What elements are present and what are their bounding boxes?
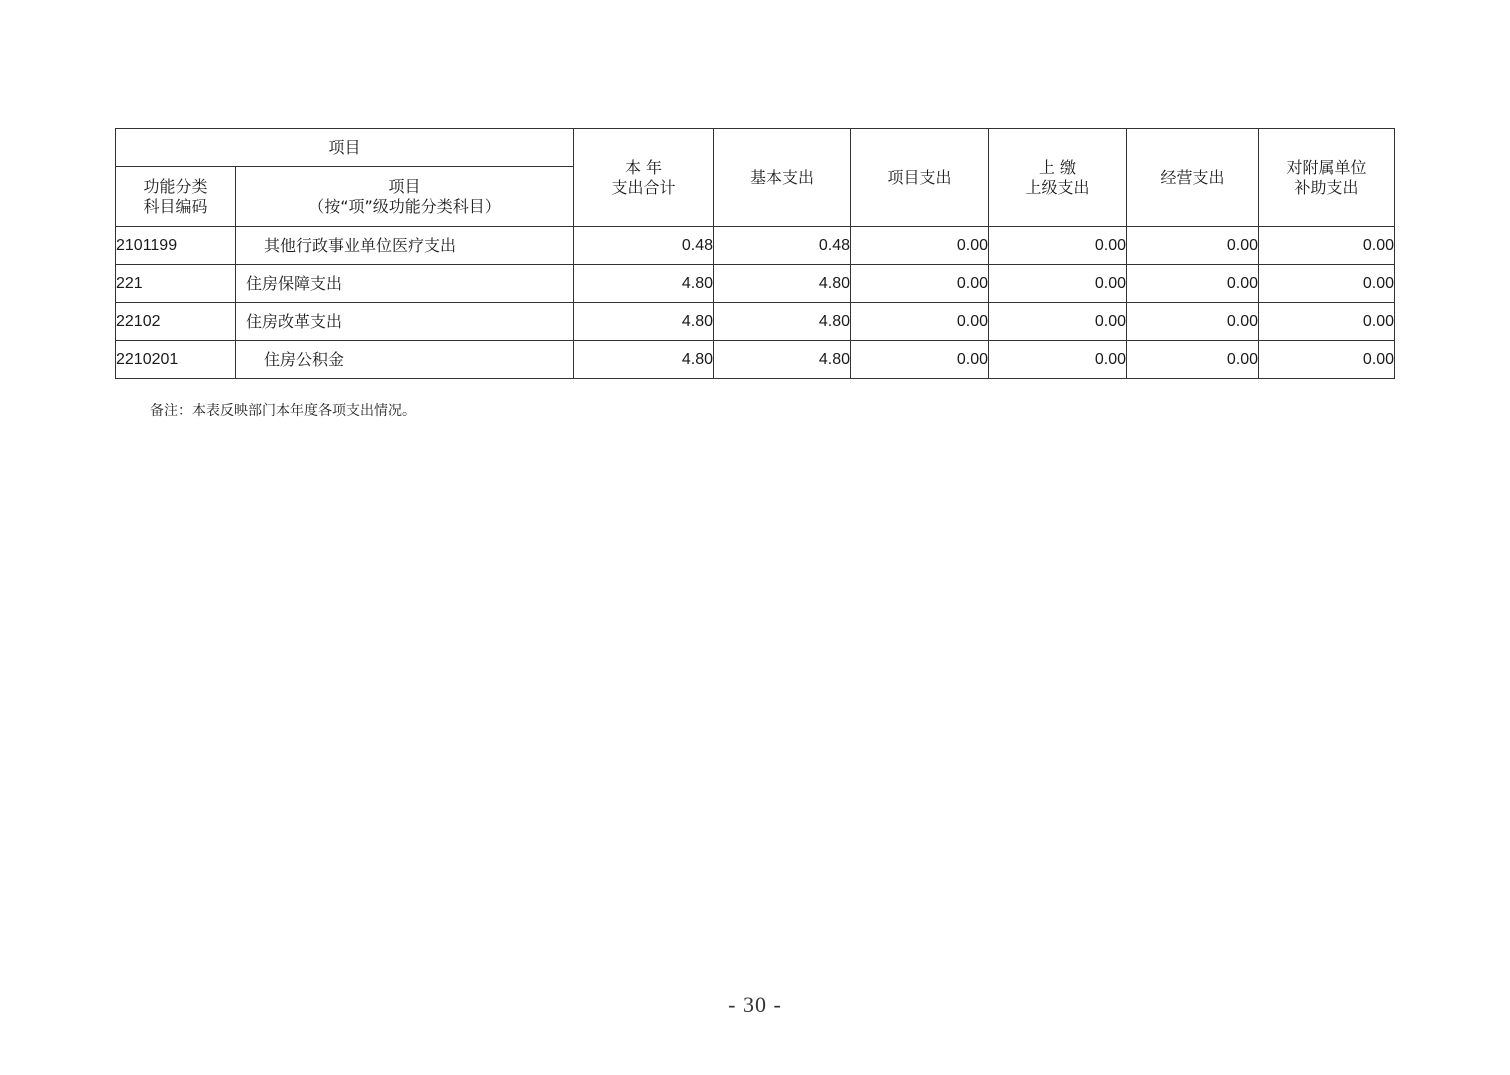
row-name: 其他行政事业单位医疗支出 bbox=[236, 227, 574, 265]
row-operate: 0.00 bbox=[1127, 303, 1259, 341]
header-code-line-2: 科目编码 bbox=[143, 196, 208, 216]
row-basic: 4.80 bbox=[714, 303, 851, 341]
header-code-line-1: 功能分类 bbox=[143, 176, 208, 196]
row-total: 4.80 bbox=[574, 265, 714, 303]
header-project: 项目支出 bbox=[851, 129, 989, 227]
row-operate: 0.00 bbox=[1127, 341, 1259, 379]
header-code bbox=[116, 167, 236, 227]
header-subsidy bbox=[1259, 129, 1395, 227]
row-total: 4.80 bbox=[574, 341, 714, 379]
header-name bbox=[236, 167, 574, 227]
row-basic: 4.80 bbox=[714, 341, 851, 379]
header-subsidy-line-2: 补助支出 bbox=[1294, 177, 1359, 197]
row-subsidy: 0.00 bbox=[1259, 341, 1395, 379]
row-upper: 0.00 bbox=[989, 265, 1127, 303]
row-subsidy: 0.00 bbox=[1259, 265, 1395, 303]
row-total: 0.48 bbox=[574, 227, 714, 265]
row-total: 4.80 bbox=[574, 303, 714, 341]
row-subsidy: 0.00 bbox=[1259, 303, 1395, 341]
row-upper: 0.00 bbox=[989, 303, 1127, 341]
table-row bbox=[116, 303, 1395, 341]
header-project-group: 项目 bbox=[116, 129, 574, 167]
row-basic: 4.80 bbox=[714, 265, 851, 303]
header-name-line-2: （按“项”级功能分类科目） bbox=[308, 196, 501, 216]
header-upper-line-2: 上级支出 bbox=[1025, 177, 1090, 197]
header-total bbox=[574, 129, 714, 227]
row-project: 0.00 bbox=[851, 227, 989, 265]
row-project: 0.00 bbox=[851, 341, 989, 379]
row-code: 22102 bbox=[116, 303, 236, 341]
table-row bbox=[116, 227, 1395, 265]
header-total-line-2: 支出合计 bbox=[611, 177, 676, 197]
header-operate: 经营支出 bbox=[1127, 129, 1259, 227]
header-subsidy-line-1: 对附属单位 bbox=[1286, 157, 1367, 177]
header-total-line-1: 本 年 bbox=[624, 157, 663, 177]
table-note: 备注：本表反映部门本年度各项支出情况。 bbox=[150, 403, 416, 419]
row-name: 住房保障支出 bbox=[236, 265, 574, 303]
row-upper: 0.00 bbox=[989, 341, 1127, 379]
row-operate: 0.00 bbox=[1127, 265, 1259, 303]
row-upper: 0.00 bbox=[989, 227, 1127, 265]
row-operate: 0.00 bbox=[1127, 227, 1259, 265]
page-number: - 30 - bbox=[728, 992, 782, 1017]
row-project: 0.00 bbox=[851, 303, 989, 341]
row-subsidy: 0.00 bbox=[1259, 227, 1395, 265]
row-name: 住房改革支出 bbox=[236, 303, 574, 341]
row-code: 2101199 bbox=[116, 227, 236, 265]
header-name-line-1: 项目 bbox=[388, 176, 421, 196]
row-code: 221 bbox=[116, 265, 236, 303]
row-name: 住房公积金 bbox=[236, 341, 574, 379]
row-code: 2210201 bbox=[116, 341, 236, 379]
header-upper bbox=[989, 129, 1127, 227]
header-upper-line-1: 上 缴 bbox=[1038, 157, 1077, 177]
table-row bbox=[116, 265, 1395, 303]
table-header bbox=[116, 129, 1395, 227]
header-row-1 bbox=[116, 129, 1395, 167]
table-row bbox=[116, 341, 1395, 379]
header-basic: 基本支出 bbox=[714, 129, 851, 227]
row-project: 0.00 bbox=[851, 265, 989, 303]
row-basic: 0.48 bbox=[714, 227, 851, 265]
table-body bbox=[116, 227, 1395, 379]
expenditure-table bbox=[115, 128, 1395, 379]
